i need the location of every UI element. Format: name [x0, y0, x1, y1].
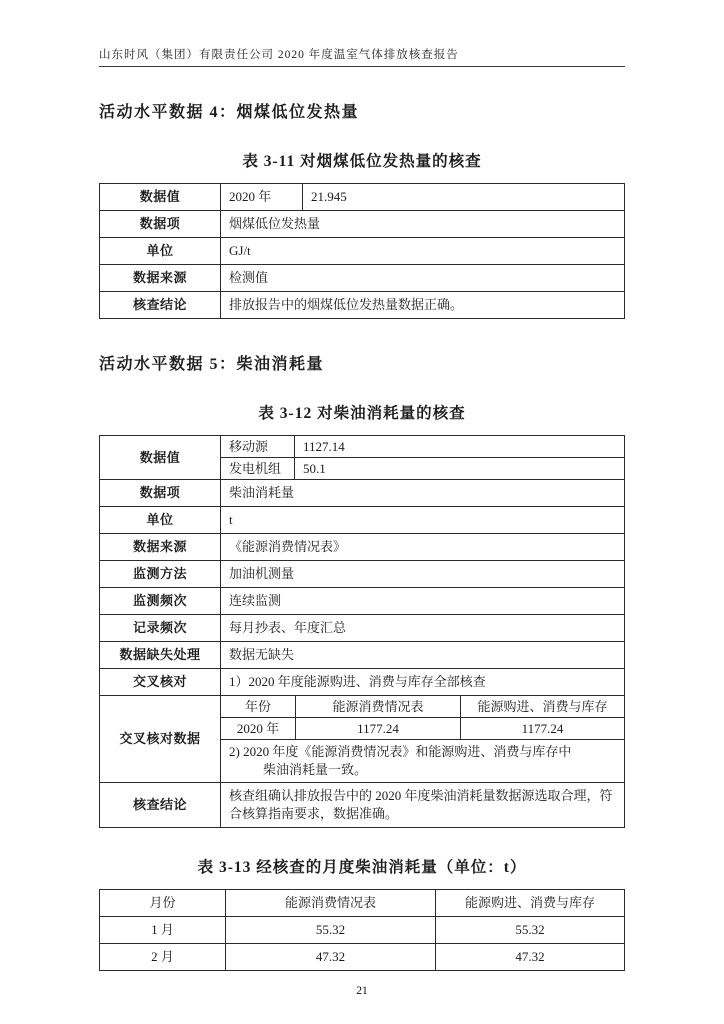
section-heading-activity-4: 活动水平数据 4：烟煤低位发热量 — [99, 104, 360, 121]
row-value: 《能源消费情况表》 — [221, 534, 625, 561]
section-heading-activity-5: 活动水平数据 5：柴油消耗量 — [99, 356, 325, 373]
table-row — [100, 184, 625, 211]
table-row — [100, 696, 625, 718]
table-row — [100, 211, 625, 238]
table-row — [100, 534, 625, 561]
row-label: 监测频次 — [100, 588, 221, 615]
table-row — [100, 561, 625, 588]
cross-check-note-line2: 柴油消耗量一致。 — [263, 762, 368, 777]
cross-check-year: 2020 年 — [221, 718, 296, 740]
page-content — [99, 0, 625, 997]
cross-check-value-1: 1177.24 — [296, 718, 461, 740]
row-value: 烟煤低位发热量 — [221, 211, 625, 238]
row-label: 交叉核对数据 — [100, 696, 221, 783]
table-row — [100, 588, 625, 615]
data-value-year: 2020 年 — [221, 184, 303, 211]
sub-row-value: 50.1 — [295, 458, 625, 480]
sub-row-value: 1127.14 — [295, 436, 625, 458]
table-3-12-data-value — [99, 435, 625, 480]
sub-row-name: 移动源 — [221, 436, 295, 458]
row-value: 每月抄表、年度汇总 — [221, 615, 625, 642]
row-label: 核查结论 — [100, 292, 221, 319]
table-3-11 — [99, 183, 625, 319]
value-cell: 47.32 — [436, 944, 625, 971]
row-value: 加油机测量 — [221, 561, 625, 588]
column-header-purchase: 能源购进、消费与库存 — [436, 890, 625, 917]
table-row — [100, 669, 625, 696]
table-3-12-rows — [99, 479, 625, 696]
row-value: 排放报告中的烟煤低位发热量数据正确。 — [221, 292, 625, 319]
row-label: 数据项 — [100, 480, 221, 507]
table-row — [100, 436, 625, 458]
row-label: 监测方法 — [100, 561, 221, 588]
table-3-12-cross-check — [99, 695, 625, 783]
column-header-consumption: 能源消费情况表 — [226, 890, 436, 917]
table-3-11-title: 表 3-11 对烟煤低位发热量的核查 — [242, 153, 482, 170]
cross-check-note-line1: 2) 2020 年度《能源消费情况表》和能源购进、消费与库存中 — [229, 744, 572, 759]
table-row — [100, 507, 625, 534]
row-label: 数据来源 — [100, 265, 221, 292]
row-value: t — [221, 507, 625, 534]
month-cell: 2 月 — [100, 944, 226, 971]
row-label: 记录频次 — [100, 615, 221, 642]
table-3-12-conclusion — [99, 782, 625, 828]
cross-check-header-purchase: 能源购进、消费与库存 — [461, 696, 625, 718]
table-header-row — [100, 890, 625, 917]
cross-check-header-consumption: 能源消费情况表 — [296, 696, 461, 718]
page-number: 21 — [356, 985, 368, 997]
value-cell: 55.32 — [436, 917, 625, 944]
cross-check-value-2: 1177.24 — [461, 718, 625, 740]
cross-check-header-year: 年份 — [221, 696, 296, 718]
row-label: 数据值 — [100, 436, 221, 480]
sub-row-name: 发电机组 — [221, 458, 295, 480]
cross-check-note — [221, 740, 625, 783]
data-value-number: 21.945 — [303, 184, 625, 211]
table-row — [100, 917, 625, 944]
row-label: 数据缺失处理 — [100, 642, 221, 669]
table-row — [100, 783, 625, 828]
row-value: 连续监测 — [221, 588, 625, 615]
value-cell: 55.32 — [226, 917, 436, 944]
row-value: 检测值 — [221, 265, 625, 292]
month-cell: 1 月 — [100, 917, 226, 944]
table-row — [100, 292, 625, 319]
table-3-13 — [99, 889, 625, 971]
row-label: 核查结论 — [100, 783, 221, 828]
row-label: 单位 — [100, 238, 221, 265]
table-row — [100, 944, 625, 971]
row-value: 柴油消耗量 — [221, 480, 625, 507]
table-row — [100, 642, 625, 669]
table-row — [100, 265, 625, 292]
row-value: 核查组确认排放报告中的 2020 年度柴油消耗量数据源选取合理，符合核算指南要求，数据准确。 — [221, 783, 625, 828]
row-value: GJ/t — [221, 238, 625, 265]
value-cell: 47.32 — [226, 944, 436, 971]
column-header-month: 月份 — [100, 890, 226, 917]
row-label: 交叉核对 — [100, 669, 221, 696]
running-header: 山东时风（集团）有限责任公司 2020 年度温室气体排放核查报告 — [99, 46, 625, 67]
table-row — [100, 615, 625, 642]
table-row — [100, 238, 625, 265]
row-label: 单位 — [100, 507, 221, 534]
row-label: 数据来源 — [100, 534, 221, 561]
table-3-12-title: 表 3-12 对柴油消耗量的核查 — [258, 405, 466, 422]
row-value: 1）2020 年度能源购进、消费与库存全部核查 — [221, 669, 625, 696]
table-row — [100, 480, 625, 507]
row-label: 数据项 — [100, 211, 221, 238]
row-value: 数据无缺失 — [221, 642, 625, 669]
row-label: 数据值 — [100, 184, 221, 211]
table-3-13-title: 表 3-13 经核查的月度柴油消耗量（单位：t） — [197, 859, 527, 876]
